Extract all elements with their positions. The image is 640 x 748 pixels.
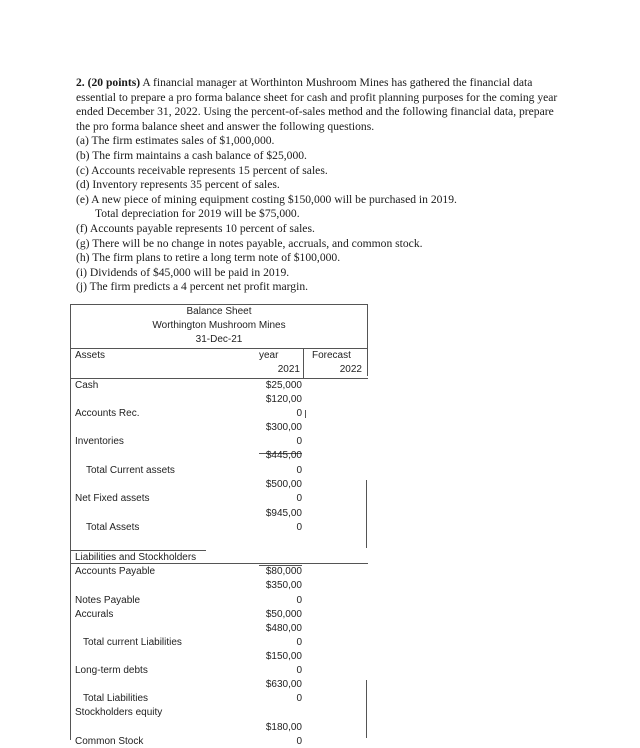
value-cell: 0 — [296, 665, 302, 676]
value-cell: 0 — [296, 693, 302, 704]
value-cell: 0 — [296, 408, 302, 419]
sheet-company: Worthington Mushroom Mines — [152, 320, 286, 331]
value-cell: 0 — [296, 465, 302, 476]
value-cell: $25,000 — [265, 380, 302, 391]
value-cell: $350,00 — [265, 580, 302, 591]
label-total-assets: Total Assets — [86, 522, 140, 533]
item-e: (e) A new piece of mining equipment costing $150,000 will be purchased in 2019. — [76, 192, 457, 206]
label-total-current-assets: Total Current assets — [86, 465, 175, 476]
label-net-fixed-assets: Net Fixed assets — [75, 493, 150, 504]
col-divider-bottom — [366, 680, 367, 738]
label-accounts-payable: Accounts Payable — [75, 566, 156, 577]
col-divider-left — [303, 348, 304, 378]
value-cell: $120,00 — [265, 394, 302, 405]
col-divider-mid — [305, 410, 306, 418]
item-f: (f) Accounts payable represents 10 percent of sales. — [76, 221, 315, 235]
item-g: (g) There will be no change in notes payable, accruals, and common stock. — [76, 236, 423, 250]
value-cell: 0 — [296, 736, 302, 747]
label-accounts-rec: Accounts Rec. — [75, 408, 140, 419]
item-e-continued: Total depreciation for 2019 will be $75,000. — [95, 207, 300, 221]
sheet-left-border — [70, 304, 71, 740]
label-total-current-liabilities: Total current Liabilities — [83, 637, 182, 648]
forecast-value: 2022 — [339, 364, 362, 375]
item-a: (a) The firm estimates sales of $1,000,000. — [76, 134, 275, 148]
value-cell: $630,00 — [265, 679, 302, 690]
value-cell: $50,000 — [265, 609, 302, 620]
year-value: 2021 — [277, 364, 300, 375]
value-cell: $150,00 — [265, 651, 302, 662]
assets-header: Assets — [75, 350, 106, 361]
label-total-liabilities: Total Liabilities — [83, 693, 149, 704]
column-header-divider — [70, 378, 368, 379]
sheet-top-border — [70, 304, 368, 305]
problem-points: (20 points) — [87, 76, 141, 89]
item-h: (h) The firm plans to retire a long term note of $100,000. — [76, 251, 341, 265]
value-cell: 0 — [296, 436, 302, 447]
value-cell: $500,00 — [265, 479, 302, 490]
label-notes-payable: Notes Payable — [75, 595, 141, 606]
forecast-header: Forecast — [312, 350, 351, 361]
problem-number: 2. — [76, 76, 85, 89]
sheet-title: Balance Sheet — [186, 306, 252, 317]
item-d: (d) Inventory represents 35 percent of sales. — [76, 178, 280, 192]
liabilities-header: Liabilities and Stockholders — [75, 552, 197, 563]
label-stockholders-equity: Stockholders equity — [75, 707, 163, 718]
problem-intro-text: A financial manager at Worthinton Mushroom Mines has gathered the financial data essential to prepare a pro forma balance sheet for cash and profit planning purposes for the coming year ended December 31, 2022. Using the percent-of-sales method and the following financial data, prepare the pro forma balance sheet and answer the following questions. — [76, 76, 558, 133]
value-cell: 0 — [296, 637, 302, 648]
value-cell: $300,00 — [265, 422, 302, 433]
sheet-date: 31-Dec-21 — [195, 334, 243, 345]
value-cell: 0 — [296, 522, 302, 533]
year-header: year — [259, 350, 279, 361]
item-j: (j) The firm predicts a 4 percent net profit margin. — [76, 280, 309, 294]
item-i: (i) Dividends of $45,000 will be paid in 2019. — [76, 265, 290, 279]
label-inventories: Inventories — [75, 436, 124, 447]
label-cash: Cash — [75, 380, 99, 391]
value-cell: $180,00 — [265, 722, 302, 733]
col-divider-lower — [366, 480, 367, 548]
liabilities-divider-top — [70, 550, 206, 551]
item-b: (b) The firm maintains a cash balance of $25,000. — [76, 148, 307, 162]
value-cell: $945,00 — [265, 508, 302, 519]
value-cell: 0 — [296, 595, 302, 606]
value-cell: $80,000 — [265, 566, 302, 577]
header-divider — [70, 348, 368, 349]
label-accurals: Accurals — [75, 609, 114, 620]
item-c: (c) Accounts receivable represents 15 percent of sales. — [76, 163, 328, 177]
label-common-stock: Common Stock — [75, 736, 144, 747]
value-cell: $445,00 — [265, 450, 302, 461]
label-long-term-debts: Long-term debts — [75, 665, 148, 676]
value-cell: 0 — [296, 493, 302, 504]
value-cell: $480,00 — [265, 623, 302, 634]
